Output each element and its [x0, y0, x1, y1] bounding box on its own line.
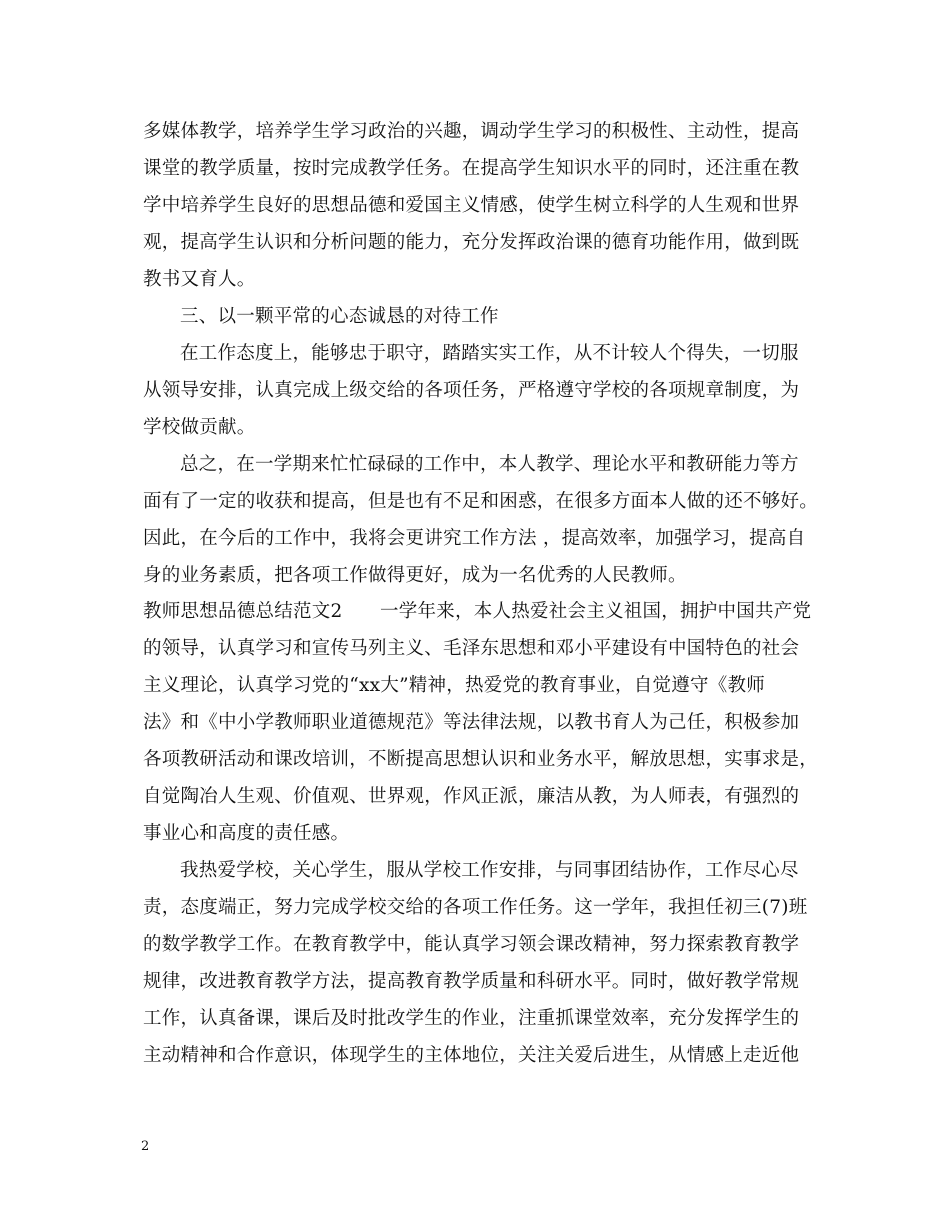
text-line: 责，态度端正，努力完成学校交给的各项工作任务。这一学年，我担任初三(7)班: [143, 897, 808, 918]
text-line: 因此，在今后的工作中，我将会更讲究工作方法 ，提高效率，加强学习，提高自: [143, 528, 806, 549]
text-line: 主义理论，认真学习党的“xx大”精神，热爱党的教育事业，自觉遵守《教师: [143, 675, 766, 696]
text-line: 我热爱学校，关心学生，服从学校工作安排，与同事团结协作，工作尽心尽: [180, 860, 799, 881]
page-number: 2: [141, 1139, 150, 1154]
text-line: 总之，在一学期来忙忙碌碌的工作中，本人教学、理论水平和教研能力等方: [180, 454, 799, 475]
text-line: 的数学教学工作。在教育教学中，能认真学习领会课改精神，努力探索教育教学: [143, 934, 800, 955]
text-line: 观，提高学生认识和分析问题的能力，充分发挥政治课的德育功能作用，做到既: [143, 232, 800, 253]
text-line: 规律，改进教育教学方法，提高教育教学质量和科研水平。同时，做好教学常规: [143, 971, 800, 992]
text-line: 面有了一定的收获和提高，但是也有不足和困惑，在很多方面本人做的还不够好。: [143, 491, 819, 512]
text-line: 在工作态度上，能够忠于职守，踏踏实实工作，从不计较人个得失，一切服: [180, 343, 799, 364]
section-heading: 三、以一颗平常的心态诚恳的对待工作: [180, 306, 499, 327]
text-line: 课堂的教学质量，按时完成教学任务。在提高学生知识水平的同时，还注重在教: [143, 158, 800, 179]
text-line: 学中培养学生良好的思想品德和爱国主义情感，使学生树立科学的人生观和世界: [143, 195, 800, 216]
text-line: 的领导，认真学习和宣传马列主义、毛泽东思想和邓小平建设有中国特色的社会: [143, 638, 800, 659]
text-line: 工作，认真备课，课后及时批改学生的作业，注重抓课堂效率，充分发挥学生的: [143, 1008, 800, 1029]
text-line: 身的业务素质，把各项工作做得更好，成为一名优秀的人民教师。: [143, 565, 687, 586]
text-line: 主动精神和合作意识，体现学生的主体地位，关注关爱后进生，从情感上走近他: [143, 1045, 800, 1066]
text-line: 教师思想品德总结范文2 一学年来，本人热爱社会主义祖国，拥护中国共产党: [143, 601, 812, 622]
text-line: 事业心和高度的责任感。: [143, 823, 350, 844]
text-line: 多媒体教学，培养学生学习政治的兴趣，调动学生学习的积极性、主动性，提高: [143, 121, 800, 142]
text-line: 学校做贡献。: [143, 417, 256, 438]
text-line: 法》和《中小学教师职业道德规范》等法律法规，以教书育人为己任，积极参加: [143, 712, 800, 733]
text-line: 教书又育人。: [143, 269, 256, 290]
text-line: 自觉陶冶人生观、价值观、世界观，作风正派，廉洁从教，为人师表，有强烈的: [143, 786, 800, 807]
text-line: 从领导安排，认真完成上级交给的各项任务，严格遵守学校的各项规章制度，为: [143, 380, 800, 401]
text-line: 各项教研活动和课改培训，不断提高思想认识和业务水平，解放思想，实事求是，: [143, 749, 819, 770]
